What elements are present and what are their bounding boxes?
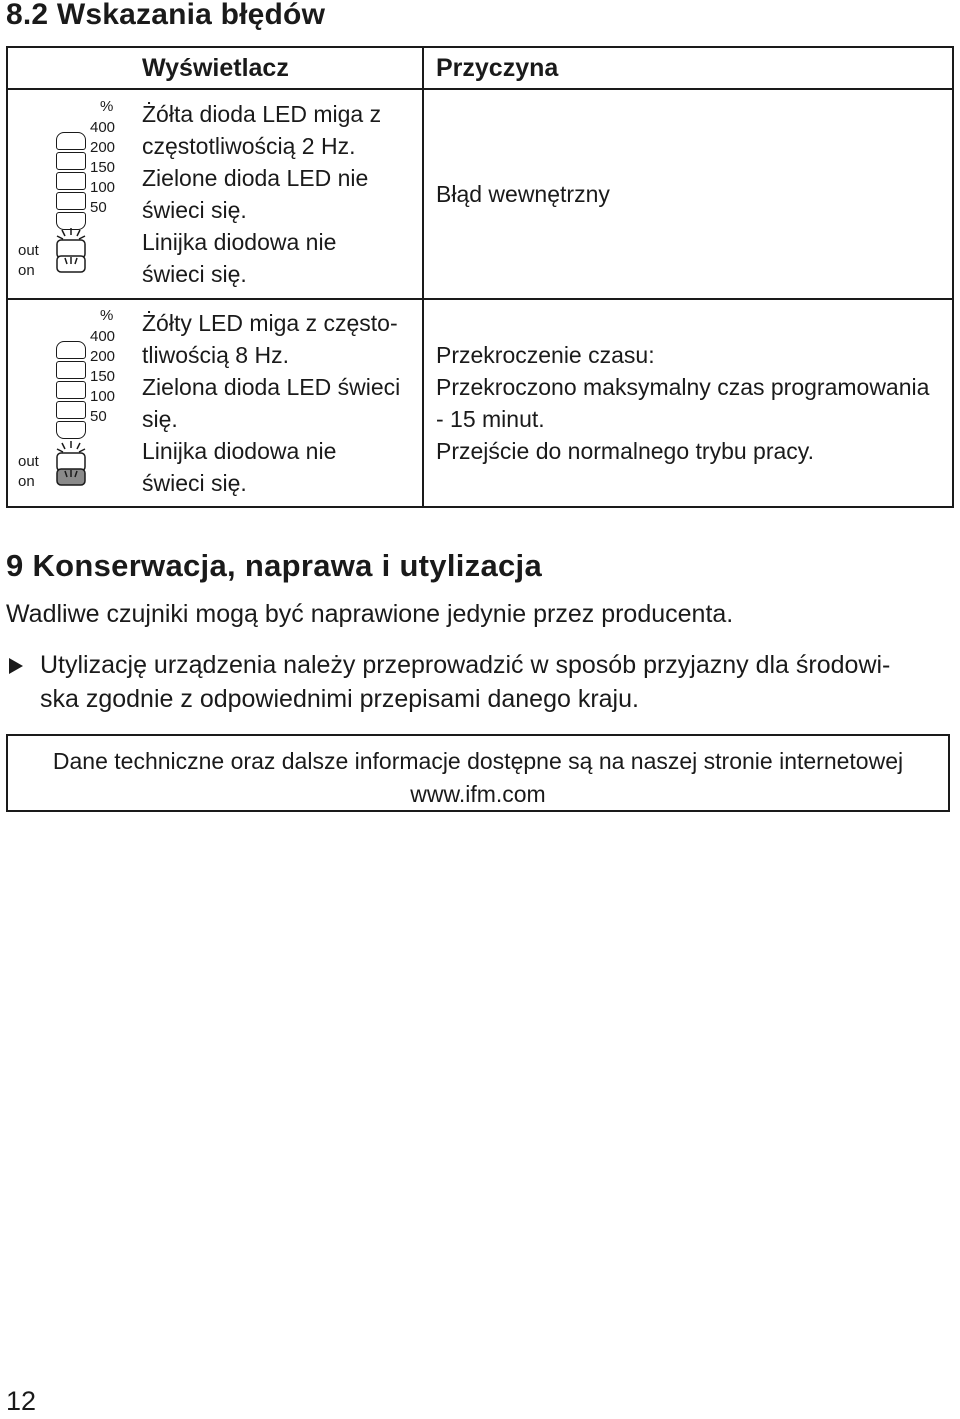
- bullet-text-line: Utylizację urządzenia należy przeprowadzić w sposób przyjazny dla środowi-: [40, 651, 891, 679]
- section-heading: 8.2 Wskazania błędów: [6, 0, 326, 31]
- table-row: [7, 299, 953, 507]
- display-text-line: Linijka diodowa nie: [142, 438, 337, 464]
- level-label: 100: [90, 179, 116, 196]
- blinking-led-icon: [54, 441, 90, 487]
- display-text-line: tliwością 8 Hz.: [142, 342, 289, 368]
- display-text-line: świeci się.: [142, 197, 247, 223]
- level-label: 400: [90, 119, 116, 136]
- cause-text-line: Przekroczono maksymalny czas programowania: [436, 374, 930, 400]
- out-label: out: [18, 453, 39, 470]
- cause-text-line: Przekroczenie czasu:: [436, 342, 655, 368]
- level-label: 100: [90, 388, 116, 405]
- display-text-line: Żółty LED miga z często-: [142, 310, 398, 336]
- led-indicator-diagram: [8, 303, 118, 503]
- percent-label: %: [100, 98, 114, 115]
- section2-heading: 9 Konserwacja, naprawa i utylizacja: [6, 548, 543, 583]
- table-header-row: [7, 47, 953, 89]
- info-box: [6, 734, 950, 812]
- display-text-line: Linijka diodowa nie: [142, 229, 337, 255]
- display-text-line: Zielona dioda LED świeci: [142, 374, 401, 400]
- led-indicator-diagram: [8, 94, 118, 294]
- display-cell: [132, 89, 423, 299]
- display-text-line: świeci się.: [142, 261, 247, 287]
- level-label: 400: [90, 328, 116, 345]
- level-label: 50: [90, 408, 107, 425]
- bullet-text-line: ska zgodnie z odpowiednimi przepisami danego kraju.: [40, 685, 639, 713]
- level-label: 50: [90, 199, 107, 216]
- cause-text-line: Błąd wewnętrzny: [436, 181, 610, 207]
- website-link[interactable]: www.ifm.com: [410, 781, 546, 807]
- level-label: 150: [90, 368, 116, 385]
- cause-text-line: - 15 minut.: [436, 406, 545, 432]
- blinking-led-icon: [54, 228, 90, 274]
- led-bar-segments: [56, 341, 86, 441]
- indicator-cell: [7, 89, 132, 299]
- out-label: out: [18, 242, 39, 259]
- level-label: 200: [90, 139, 116, 156]
- header-spacer: [7, 47, 132, 89]
- display-text-line: Zielone dioda LED nie: [142, 165, 369, 191]
- cause-cell: [423, 299, 953, 507]
- display-cell: [132, 299, 423, 507]
- display-text-line: częstotliwością 2 Hz.: [142, 133, 356, 159]
- cause-cell: [423, 89, 953, 299]
- header-display: Wyświetlacz: [132, 47, 423, 89]
- bullet-triangle-icon: [8, 657, 24, 675]
- level-label: 200: [90, 348, 116, 365]
- indicator-cell: [7, 299, 132, 507]
- on-label: on: [18, 473, 35, 490]
- display-text-line: świeci się.: [142, 470, 247, 496]
- led-bar-segments: [56, 132, 86, 232]
- on-label: on: [18, 262, 35, 279]
- page-number: 12: [6, 1386, 37, 1416]
- bullet-text: [40, 648, 940, 716]
- display-text-line: Żółta dioda LED miga z: [142, 101, 382, 127]
- repair-paragraph: Wadliwe czujniki mogą być naprawione jedynie przez producenta.: [6, 600, 734, 628]
- table-row: [7, 89, 953, 299]
- level-label: 150: [90, 159, 116, 176]
- error-indication-table: [6, 46, 954, 508]
- display-text-line: się.: [142, 406, 178, 432]
- cause-text-line: Przejście do normalnego trybu pracy.: [436, 438, 814, 464]
- header-cause: Przyczyna: [423, 47, 953, 89]
- info-box-line: Dane techniczne oraz dalsze informacje dostępne są na naszej stronie internetowej: [52, 748, 904, 774]
- percent-label: %: [100, 307, 114, 324]
